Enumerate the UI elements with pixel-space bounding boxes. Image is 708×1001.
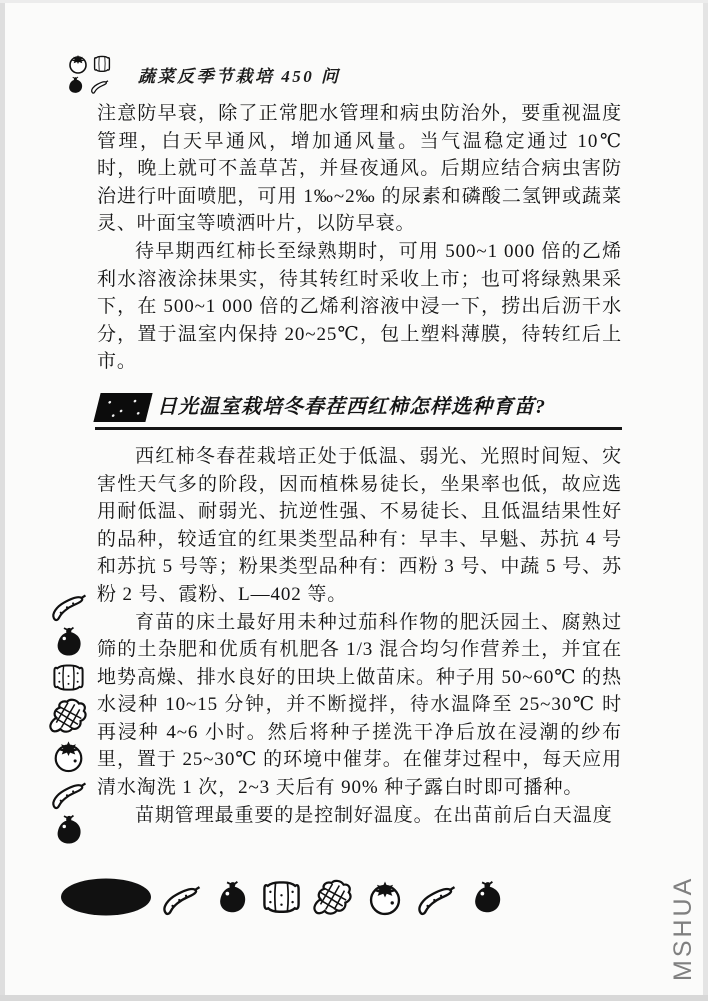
pepper-icon bbox=[48, 662, 89, 693]
cucumber-icon bbox=[159, 879, 203, 916]
cucumber-icon bbox=[50, 776, 87, 810]
page-header bbox=[64, 52, 341, 96]
book-title: 蔬菜反季节栽培 450 问 bbox=[138, 66, 341, 86]
scan-edge-left bbox=[0, 0, 5, 1001]
watermark-text: MSHUA bbox=[669, 875, 697, 981]
eggplant-icon bbox=[465, 879, 509, 916]
margin-vegetable-column bbox=[42, 588, 94, 847]
eggplant-icon bbox=[50, 813, 87, 847]
eggplant-icon bbox=[210, 879, 254, 916]
corn-bundle-icon bbox=[45, 696, 91, 736]
tomato-icon bbox=[363, 879, 407, 916]
paragraph-early-decline: 注意防早衰，除了正常肥水管理和病虫防治外，要重视温度管理，白天早通风，增加通风量。当气温稳定通过 10℃ 时，晚上就可不盖草苫，并昼夜通风。后期应结合病虫害防治进行叶面喷肥，可用 1‰~2‰ 的尿素和磷酸二氢钾或蔬菜灵、叶面宝等喷洒叶片，以防早衰。 bbox=[97, 103, 622, 235]
scan-edge-bottom bbox=[0, 995, 708, 1001]
scan-edge-right bbox=[703, 0, 708, 1001]
pepper-icon bbox=[261, 878, 302, 916]
paragraph-ethephon-ripening: 待早期西红柿长至绿熟期时，可用 500~1 000 倍的乙烯利水溶液涂抹果实，待其转红时采收上市；也可将绿熟果采下，在 500~1 000 倍的乙烯利溶液中浸一下，捞出后沥干水分，置于温室内保持 20~25℃，包上塑料薄膜，待转红后上市。 bbox=[97, 240, 622, 373]
cucumber-icon bbox=[414, 879, 458, 916]
main-text-block bbox=[97, 100, 622, 829]
watermelon-icon bbox=[60, 876, 152, 918]
paragraph-variety-selection: 西红柿冬春茬栽培正处于低温、弱光、光照时间短、灾害性天气多的阶段，因而植株易徒长，坐果率也低，故应选用耐低温、耐弱光、抗逆性强、不易徒长、且低温结果性好的品种，较适宜的红果类型品种有：早丰、早魁、苏抗 4 号和苏抗 5 号等；粉果类型品种有：西粉 3 号、中蔬 5 号、苏粉 2 号、霞粉、L—402 等。 bbox=[97, 445, 622, 605]
question-number-box bbox=[93, 393, 152, 422]
eggplant-icon bbox=[50, 625, 87, 659]
corn-bundle-icon bbox=[309, 877, 356, 918]
footer-vegetable-row bbox=[60, 876, 509, 918]
cucumber-icon bbox=[50, 588, 87, 622]
question-title: 日光温室栽培冬春茬西红柿怎样选种育苗? bbox=[157, 395, 546, 418]
paragraph-seedling-management: 苗期管理最重要的是控制好温度。在出苗前后白天温度 bbox=[135, 804, 613, 826]
tomato-icon bbox=[50, 739, 87, 773]
vegetable-cluster-icon bbox=[64, 52, 124, 96]
scan-edge-top bbox=[0, 0, 708, 3]
question-heading bbox=[95, 393, 622, 430]
paragraph-seedbed-germination: 育苗的床土最好用未种过茄科作物的肥沃园土、腐熟过筛的土杂肥和优质有机肥各 1/3 混合均匀作营养土，并宜在地势高燥、排水良好的田块上做苗床。种子用 50~60℃ 的热水浸种 10~15 分钟，并不断搅拌，待水温降至 25~30℃ 时再浸种 4~6 小时。然后将种子搓洗干净后放在浸潮的纱布里，置于 25~30℃ 的环境中催芽。在催芽过程中，每天应用清水淘洗 1 次，2~3 天后有 90% 种子露白时即可播种。 bbox=[97, 611, 622, 799]
